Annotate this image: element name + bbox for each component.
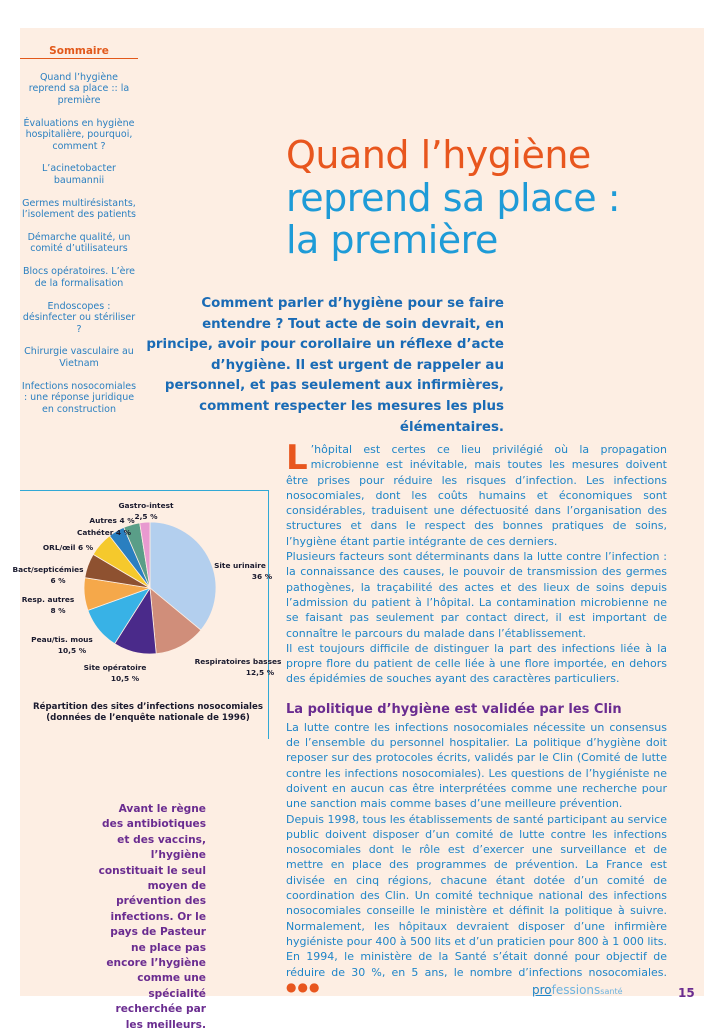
logo-sante: santé — [600, 987, 623, 996]
article-body — [286, 438, 667, 995]
paragraph — [286, 438, 667, 549]
title-line-3: la première — [286, 218, 498, 262]
toc-item[interactable]: Infections nosocomiales : une réponse juridique en construction — [21, 380, 137, 415]
pie-label: Bact/septicémies — [12, 565, 84, 574]
pie-label: Cathéter 4 % — [76, 528, 132, 537]
title-line-2: reprend sa place : — [286, 175, 621, 220]
chart-caption-line-2: (données de l’enquête nationale de 1996) — [46, 713, 250, 723]
pie-value-label: 8 % — [50, 606, 66, 615]
toc-item[interactable]: Endoscopes : désinfecter ou stériliser ? — [22, 300, 136, 335]
paragraph — [286, 812, 667, 996]
pie-value-label: 2,5 % — [134, 512, 158, 521]
pie-chart — [12, 492, 282, 702]
paragraph: Il est toujours difficile de distinguer la part des infections liée à la propre flore du patient de celle liée à une flore importée, en dehors des épidémies de souches ayant des caractères particuliers. — [286, 641, 667, 686]
toc-item[interactable]: Quand l’hygiène reprend sa place :: la première — [28, 72, 130, 106]
pie-value-label: 36 % — [251, 572, 273, 581]
toc-item[interactable]: Germes multirésistants, l’isolement des patients — [21, 197, 136, 221]
pie-value-label: 12,5 % — [245, 668, 275, 677]
pie-value-label: 6 % — [50, 576, 66, 585]
publication-logo — [532, 983, 623, 997]
toc-item[interactable]: L’acinetobacter baumannii — [42, 163, 116, 186]
page-number: 15 — [678, 986, 695, 1000]
paragraph: Plusieurs facteurs sont déterminants dans la lutte contre l’infection : la connaissance des causes, le pouvoir de transmission des germes pathogènes, la traçabilité des actes et des lieux de soins depuis l’admission du patient à l’hôpital. La contamination microbienne ne se faisant pas seulement par contact direct, il est important de connaître le parcours du malade dans l’établissement. — [286, 550, 667, 640]
toc-item[interactable]: Chirurgie vasculaire au Vietnam — [24, 346, 134, 369]
pie-label: Site opératoire — [83, 663, 147, 672]
pie-label: Respiratoires basses — [194, 657, 282, 666]
logo-pro: pro — [532, 983, 552, 997]
table-of-contents — [20, 72, 138, 426]
paragraph: La lutte contre les infections nosocomiales nécessite un consensus de l’ensemble du personnel hospitalier. La politique d’hygiène doit reposer sur des protocoles écrits, validés par le Clin (Comité de lutte contre les infections nosocomiales). Les questions de l’hygiéniste ne doivent en aucun cas être interprétées comme une recherche pour une sanction mais comme bases d’une meilleure prévention. — [286, 720, 667, 811]
pie-label: Autres 4 % — [89, 516, 135, 525]
toc-item[interactable]: Démarche qualité, un comité d’utilisateurs — [27, 232, 131, 255]
paragraph-text: Depuis 1998, tous les établissements de santé participant au service public doivent disposer d’un comité de lutte contre les infections nosocomiales dont le rôle est d’exercer une surveillance et de mettre en place des programmes de prévention. La France est divisée en cinq régions, chacune étant dotée d’un comité de coordination des Clin. Un comité technique national des infections nosocomiales conseille le ministère et définit la politique à suivre. Normalement, les hôpitaux devraient disposer d’une infirmière hygiéniste pour 400 à 500 lits et d’un praticien pour 800 à 1 000 lits. En 1994, le ministère de la Santé s’était donné pour objectif de réduire de 30 %, en 5 ans, le nombre d’infections nosocomiales. — [286, 812, 667, 979]
section-heading: La politique d’hygiène est validée par les Clin — [286, 701, 622, 717]
drop-cap: L — [286, 438, 308, 478]
paragraph-text: ’hôpital est certes ce lieu privilégié où la propagation microbienne est inévitable, mais toutes les mesures doivent être prises pour réduire les risques d’infection. Les infections nosocomiales, dont les coûts humains et économiques sont considérables, traduisent une défectuosité dans l’organisation des structures et dans le respect des bonnes pratiques de soins, l’hygiène étant partie intégrante de ces derniers. — [286, 443, 667, 548]
article-title — [286, 134, 686, 262]
toc-item[interactable]: Blocs opératoires. L’ère de la formalisation — [23, 266, 135, 289]
logo-fessions: fessions — [551, 983, 601, 997]
chart-caption-line-1: Répartition des sites d’infections nosocomiales — [33, 702, 263, 712]
pie-value-label: 10,5 % — [57, 646, 87, 655]
chart-caption — [28, 702, 268, 724]
sommaire-title: Sommaire — [20, 45, 138, 59]
side-quote: Avant le règne des antibiotiques et des vaccins, l’hygiène constituait le seul moyen de prévention des infections. Or le pays de Pasteur ne place pas encore l’hygiène comme une spécialité recherchée par les meilleurs. — [98, 803, 206, 1031]
title-line-1: Quand l’hygiène — [286, 133, 591, 177]
pie-label: Resp. autres — [21, 595, 75, 604]
pie-label: Gastro-intest — [118, 501, 174, 510]
end-mark: ●●● — [286, 979, 321, 994]
pie-value-label: 10,5 % — [110, 674, 140, 683]
pie-label: Peau/tis. mous — [31, 635, 93, 644]
pie-label: Site urinaire — [214, 561, 266, 570]
pie-label: ORL/œil 6 % — [42, 543, 94, 552]
toc-item[interactable]: Évaluations en hygiène hospitalière, pourquoi, comment ? — [23, 117, 135, 152]
article-lead: Comment parler d’hygiène pour se faire entendre ? Tout acte de soin devrait, en principe, avoir pour corollaire un réflexe d’acte d’hygiène. Il est urgent de rappeler au personnel, et pas seulement aux infirmières, comment respecter les mesures les plus élémentaires. — [146, 296, 504, 435]
